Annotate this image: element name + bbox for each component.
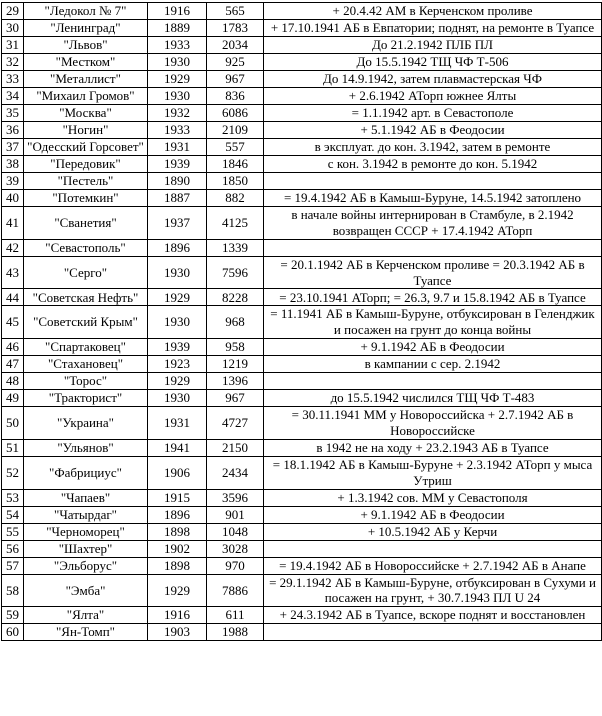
tonnage-cell: 1219	[207, 356, 264, 373]
table-row	[2, 105, 602, 122]
table-row	[2, 239, 602, 256]
tonnage-cell: 4727	[207, 407, 264, 440]
fate-note-cell: + 17.10.1941 АБ в Евпатории; поднят, на ремонте в Туапсе	[264, 20, 602, 37]
year-cell: 1929	[148, 373, 207, 390]
ship-name-cell: "Михаил Громов"	[24, 88, 148, 105]
tonnage-cell: 1988	[207, 624, 264, 641]
year-cell: 1939	[148, 339, 207, 356]
table-row	[2, 489, 602, 506]
tonnage-cell: 6086	[207, 105, 264, 122]
row-number-cell: 41	[2, 207, 24, 240]
table-row	[2, 540, 602, 557]
fate-note-cell	[264, 624, 602, 641]
row-number-cell: 55	[2, 523, 24, 540]
fate-note-cell: = 18.1.1942 АБ в Камыш-Буруне + 2.3.1942 АТорп у мыса Утриш	[264, 456, 602, 489]
year-cell: 1889	[148, 20, 207, 37]
ship-name-cell: "Тракторист"	[24, 390, 148, 407]
year-cell: 1887	[148, 190, 207, 207]
fate-note-cell	[264, 373, 602, 390]
table-row	[2, 20, 602, 37]
year-cell: 1906	[148, 456, 207, 489]
table-row	[2, 557, 602, 574]
fate-note-cell: + 20.4.42 АМ в Керченском проливе	[264, 3, 602, 20]
table-row	[2, 373, 602, 390]
table-row	[2, 3, 602, 20]
table-row	[2, 289, 602, 306]
year-cell: 1915	[148, 489, 207, 506]
row-number-cell: 34	[2, 88, 24, 105]
table-row	[2, 190, 602, 207]
ship-name-cell: "Ялта"	[24, 607, 148, 624]
table-row	[2, 356, 602, 373]
tonnage-cell: 2109	[207, 122, 264, 139]
row-number-cell: 48	[2, 373, 24, 390]
ship-name-cell: "Советская Нефть"	[24, 289, 148, 306]
table-row	[2, 71, 602, 88]
table-row	[2, 574, 602, 607]
year-cell: 1929	[148, 71, 207, 88]
ship-name-cell: "Пестель"	[24, 173, 148, 190]
ship-name-cell: "Чапаев"	[24, 489, 148, 506]
table-row	[2, 339, 602, 356]
ship-name-cell: "Львов"	[24, 37, 148, 54]
fate-note-cell: До 14.9.1942, затем плавмастерская ЧФ	[264, 71, 602, 88]
fate-note-cell	[264, 239, 602, 256]
ship-table-body	[2, 3, 602, 641]
fate-note-cell	[264, 173, 602, 190]
row-number-cell: 33	[2, 71, 24, 88]
fate-note-cell: = 1.1.1942 арт. в Севастополе	[264, 105, 602, 122]
year-cell: 1896	[148, 506, 207, 523]
row-number-cell: 46	[2, 339, 24, 356]
ship-name-cell: "Местком"	[24, 54, 148, 71]
ship-name-cell: "Шахтер"	[24, 540, 148, 557]
ship-name-cell: "Серго"	[24, 256, 148, 289]
year-cell: 1930	[148, 256, 207, 289]
fate-note-cell: в начале войны интернирован в Стамбуле, в 2.1942 возвращен СССР + 17.4.1942 АТорп	[264, 207, 602, 240]
year-cell: 1929	[148, 289, 207, 306]
ship-name-cell: "Ян-Томп"	[24, 624, 148, 641]
row-number-cell: 30	[2, 20, 24, 37]
year-cell: 1923	[148, 356, 207, 373]
fate-note-cell: в кампании с сер. 2.1942	[264, 356, 602, 373]
year-cell: 1930	[148, 306, 207, 339]
row-number-cell: 60	[2, 624, 24, 641]
tonnage-cell: 565	[207, 3, 264, 20]
fate-note-cell: = 30.11.1941 ММ у Новороссийска + 2.7.1942 АБ в Новороссийске	[264, 407, 602, 440]
tonnage-cell: 3596	[207, 489, 264, 506]
table-row	[2, 407, 602, 440]
fate-note-cell	[264, 540, 602, 557]
table-row	[2, 439, 602, 456]
year-cell: 1931	[148, 407, 207, 440]
fate-note-cell: в 1942 не на ходу + 23.2.1943 АБ в Туапсе	[264, 439, 602, 456]
tonnage-cell: 1396	[207, 373, 264, 390]
ship-name-cell: "Эмба"	[24, 574, 148, 607]
row-number-cell: 56	[2, 540, 24, 557]
row-number-cell: 47	[2, 356, 24, 373]
row-number-cell: 42	[2, 239, 24, 256]
row-number-cell: 57	[2, 557, 24, 574]
table-row	[2, 390, 602, 407]
year-cell: 1932	[148, 105, 207, 122]
ship-name-cell: "Спартаковец"	[24, 339, 148, 356]
year-cell: 1937	[148, 207, 207, 240]
tonnage-cell: 7596	[207, 256, 264, 289]
table-row	[2, 624, 602, 641]
fate-note-cell: = 29.1.1942 АБ в Камыш-Буруне, отбуксирован в Сухуми и посажен на грунт, + 30.7.1943 ПЛ U 24	[264, 574, 602, 607]
row-number-cell: 36	[2, 122, 24, 139]
ship-name-cell: "Севастополь"	[24, 239, 148, 256]
year-cell: 1896	[148, 239, 207, 256]
tonnage-cell: 4125	[207, 207, 264, 240]
tonnage-cell: 1846	[207, 156, 264, 173]
table-row	[2, 37, 602, 54]
table-row	[2, 88, 602, 105]
table-row	[2, 607, 602, 624]
row-number-cell: 49	[2, 390, 24, 407]
ship-name-cell: "Ногин"	[24, 122, 148, 139]
row-number-cell: 52	[2, 456, 24, 489]
table-row	[2, 456, 602, 489]
year-cell: 1903	[148, 624, 207, 641]
tonnage-cell: 967	[207, 390, 264, 407]
tonnage-cell: 2434	[207, 456, 264, 489]
row-number-cell: 31	[2, 37, 24, 54]
ship-name-cell: "Ульянов"	[24, 439, 148, 456]
ship-name-cell: "Украина"	[24, 407, 148, 440]
year-cell: 1933	[148, 122, 207, 139]
fate-note-cell: с кон. 3.1942 в ремонте до кон. 5.1942	[264, 156, 602, 173]
table-row	[2, 139, 602, 156]
tonnage-cell: 1048	[207, 523, 264, 540]
fate-note-cell: До 15.5.1942 ТЩ ЧФ Т-506	[264, 54, 602, 71]
fate-note-cell: + 9.1.1942 АБ в Феодосии	[264, 506, 602, 523]
row-number-cell: 40	[2, 190, 24, 207]
tonnage-cell: 1339	[207, 239, 264, 256]
tonnage-cell: 1850	[207, 173, 264, 190]
row-number-cell: 58	[2, 574, 24, 607]
table-row	[2, 506, 602, 523]
row-number-cell: 37	[2, 139, 24, 156]
fate-note-cell: = 19.4.1942 АБ в Камыш-Буруне, 14.5.1942 затоплено	[264, 190, 602, 207]
year-cell: 1929	[148, 574, 207, 607]
fate-note-cell: + 1.3.1942 сов. ММ у Севастополя	[264, 489, 602, 506]
fate-note-cell: в эксплуат. до кон. 3.1942, затем в ремонте	[264, 139, 602, 156]
year-cell: 1890	[148, 173, 207, 190]
table-row	[2, 156, 602, 173]
table-row	[2, 306, 602, 339]
ship-name-cell: "Сванетия"	[24, 207, 148, 240]
year-cell: 1939	[148, 156, 207, 173]
table-row	[2, 54, 602, 71]
fate-note-cell: + 24.3.1942 АБ в Туапсе, вскоре поднят и восстановлен	[264, 607, 602, 624]
row-number-cell: 32	[2, 54, 24, 71]
ship-name-cell: "Ледокол № 7"	[24, 3, 148, 20]
ship-name-cell: "Эльборус"	[24, 557, 148, 574]
ship-name-cell: "Одесский Горсовет"	[24, 139, 148, 156]
table-row	[2, 173, 602, 190]
row-number-cell: 45	[2, 306, 24, 339]
year-cell: 1898	[148, 523, 207, 540]
row-number-cell: 53	[2, 489, 24, 506]
ship-name-cell: "Стахановец"	[24, 356, 148, 373]
row-number-cell: 29	[2, 3, 24, 20]
tonnage-cell: 958	[207, 339, 264, 356]
fate-note-cell: + 5.1.1942 АБ в Феодосии	[264, 122, 602, 139]
year-cell: 1941	[148, 439, 207, 456]
table-row	[2, 207, 602, 240]
row-number-cell: 50	[2, 407, 24, 440]
fate-note-cell: + 10.5.1942 АБ у Керчи	[264, 523, 602, 540]
ship-name-cell: "Торос"	[24, 373, 148, 390]
fate-note-cell: = 11.1941 АБ в Камыш-Буруне, отбуксирован в Геленджик и посажен на грунт до конца войны	[264, 306, 602, 339]
row-number-cell: 43	[2, 256, 24, 289]
fate-note-cell: до 15.5.1942 числился ТЩ ЧФ Т-483	[264, 390, 602, 407]
fate-note-cell: = 23.10.1941 АТорп; = 26.3, 9.7 и 15.8.1942 АБ в Туапсе	[264, 289, 602, 306]
table-row	[2, 256, 602, 289]
ship-name-cell: "Металлист"	[24, 71, 148, 88]
tonnage-cell: 8228	[207, 289, 264, 306]
row-number-cell: 59	[2, 607, 24, 624]
fate-note-cell: = 20.1.1942 АБ в Керченском проливе = 20.3.1942 АБ в Туапсе	[264, 256, 602, 289]
tonnage-cell: 3028	[207, 540, 264, 557]
ship-name-cell: "Фабрициус"	[24, 456, 148, 489]
year-cell: 1916	[148, 3, 207, 20]
year-cell: 1916	[148, 607, 207, 624]
year-cell: 1930	[148, 54, 207, 71]
ship-name-cell: "Ленинград"	[24, 20, 148, 37]
tonnage-cell: 557	[207, 139, 264, 156]
row-number-cell: 54	[2, 506, 24, 523]
tonnage-cell: 7886	[207, 574, 264, 607]
year-cell: 1930	[148, 88, 207, 105]
tonnage-cell: 1783	[207, 20, 264, 37]
fate-note-cell: + 2.6.1942 АТорп южнее Ялты	[264, 88, 602, 105]
ship-name-cell: "Советский Крым"	[24, 306, 148, 339]
tonnage-cell: 968	[207, 306, 264, 339]
tonnage-cell: 2034	[207, 37, 264, 54]
ship-list-table	[1, 2, 602, 641]
ship-name-cell: "Потемкин"	[24, 190, 148, 207]
year-cell: 1933	[148, 37, 207, 54]
year-cell: 1931	[148, 139, 207, 156]
fate-note-cell: = 19.4.1942 АБ в Новороссийске + 2.7.1942 АБ в Анапе	[264, 557, 602, 574]
tonnage-cell: 611	[207, 607, 264, 624]
row-number-cell: 51	[2, 439, 24, 456]
ship-name-cell: "Москва"	[24, 105, 148, 122]
year-cell: 1930	[148, 390, 207, 407]
table-row	[2, 122, 602, 139]
row-number-cell: 38	[2, 156, 24, 173]
ship-name-cell: "Передовик"	[24, 156, 148, 173]
tonnage-cell: 901	[207, 506, 264, 523]
tonnage-cell: 925	[207, 54, 264, 71]
tonnage-cell: 2150	[207, 439, 264, 456]
tonnage-cell: 836	[207, 88, 264, 105]
ship-name-cell: "Черноморец"	[24, 523, 148, 540]
table-row	[2, 523, 602, 540]
row-number-cell: 39	[2, 173, 24, 190]
fate-note-cell: + 9.1.1942 АБ в Феодосии	[264, 339, 602, 356]
fate-note-cell: До 21.2.1942 ПЛБ ПЛ	[264, 37, 602, 54]
ship-name-cell: "Чатырдаг"	[24, 506, 148, 523]
tonnage-cell: 967	[207, 71, 264, 88]
tonnage-cell: 970	[207, 557, 264, 574]
row-number-cell: 35	[2, 105, 24, 122]
year-cell: 1898	[148, 557, 207, 574]
year-cell: 1902	[148, 540, 207, 557]
tonnage-cell: 882	[207, 190, 264, 207]
row-number-cell: 44	[2, 289, 24, 306]
